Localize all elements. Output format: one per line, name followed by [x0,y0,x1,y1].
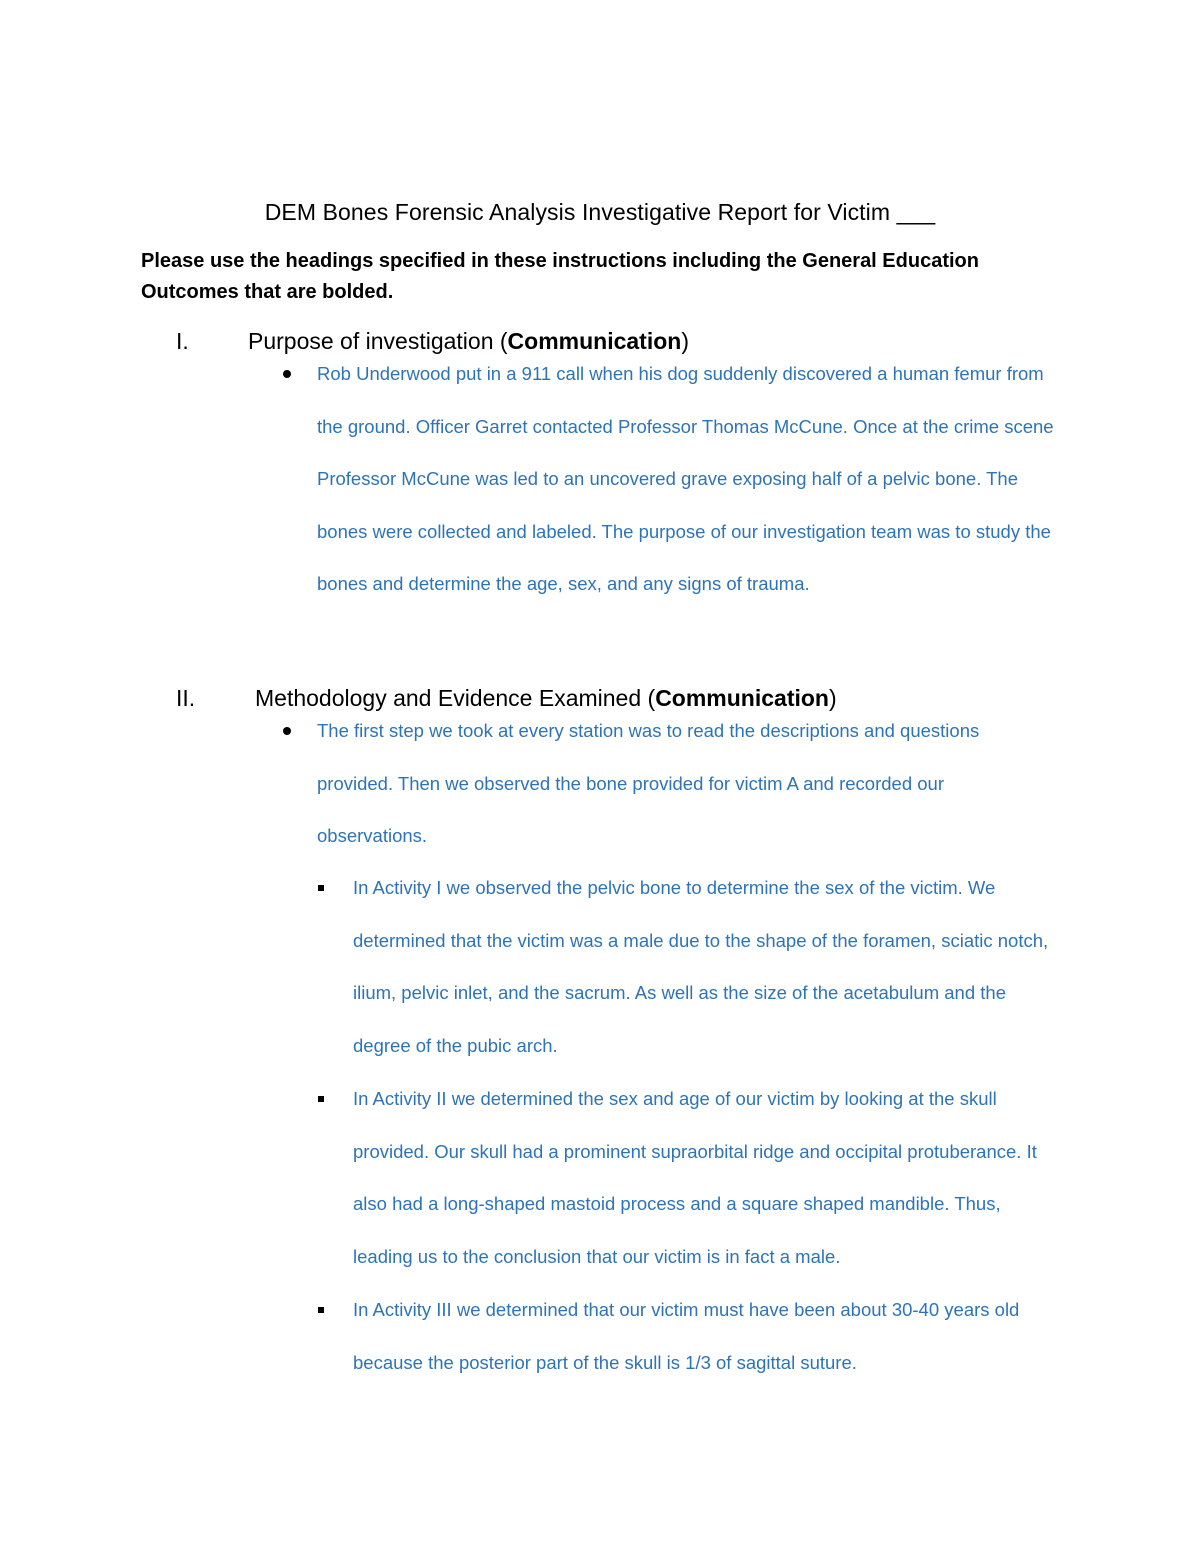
section-2-outcome: Communication [655,685,829,711]
square-bullet-icon [318,1307,324,1313]
section-2-title: Methodology and Evidence Examined ( [255,685,656,711]
sub-bullet-text: In Activity I we observed the pelvic bone to determine the sex of the victim. We determined that the victim was a male due to the shape of the foramen, sciatic notch, ilium, pelvic inlet, and the sacrum. As well as the size of the acetabulum and the degree of the pubic arch. [353,877,1049,1056]
section-1-title: Purpose of investigation ( [248,328,508,354]
sub-bullet-text: In Activity III we determined that our victim must have been about 30-40 years old because the posterior part of the skull is 1/3 of sagittal suture. [353,1299,1020,1373]
square-bullet-icon [318,885,324,891]
section-1-numeral: I. [176,328,189,354]
section-1-bullet-text: Rob Underwood put in a 911 call when his dog suddenly discovered a human femur from the ground. Officer Garret contacted Professor Thomas McCune. Once at the crime scene Professor McCune was led to an uncovered grave exposing half of a pelvic bone. The bones were collected and labeled. The purpose of our investigation team was to study the bones and determine the age, sex, and any signs of trauma. [317,363,1054,594]
section-1-close: ) [681,328,689,354]
square-bullet-icon [318,1096,324,1102]
instructions-text: Please use the headings specified in these instructions including the General Education Outcomes that are bolded. [141,250,979,303]
section-1-outcome: Communication [507,328,682,354]
section-2-numeral: II. [176,685,196,711]
section-2-bullet-text: The first step we took at every station was to read the descriptions and questions provided. Then we observed the bone provided for victim A and recorded our observations. [317,720,980,846]
section-2-close: ) [828,685,837,711]
document-title: DEM Bones Forensic Analysis Investigative Report for Victim ___ [264,199,936,225]
sub-bullet-text: In Activity II we determined the sex and age of our victim by looking at the skull provided. Our skull had a prominent supraorbital ridge and occipital protuberance. It also had a long-shaped mastoid process and a square shaped mandible. Thus, leading us to the conclusion that our victim is in fact a male. [353,1088,1037,1267]
bullet-dot-icon [283,370,291,378]
bullet-dot-icon [283,727,291,735]
